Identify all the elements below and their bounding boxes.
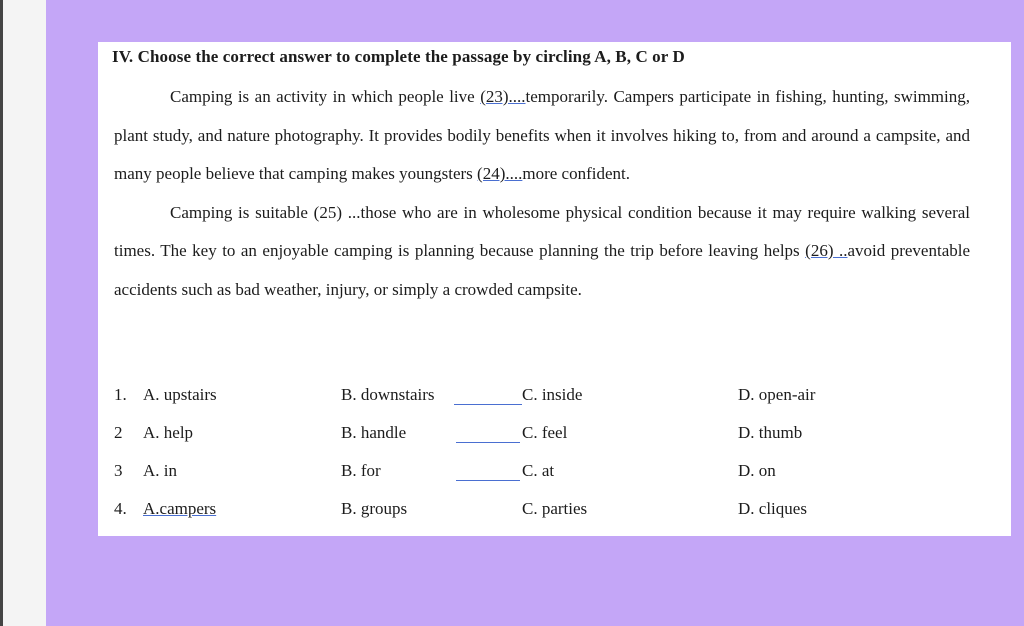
blank-24: (24).... (477, 164, 523, 183)
option-d[interactable]: D. cliques (738, 499, 807, 518)
option-b[interactable]: B. groups (341, 499, 408, 518)
option-a[interactable]: A. upstairs (143, 385, 217, 404)
question-row-4 (114, 499, 994, 537)
question-number: 4. (114, 499, 127, 518)
option-d[interactable]: D. thumb (738, 423, 803, 442)
p1-text-end: more confident. (522, 164, 631, 183)
exercise-heading: IV. Choose the correct answer to complete the passage by circling A, B, C or D (112, 47, 685, 66)
question-row-1 (114, 385, 994, 423)
option-b[interactable]: B. downstairs (341, 385, 435, 404)
left-edge (0, 0, 3, 626)
p2-text-start: Camping is suitable (25) ...those who are in wholesome physical condition because it may require walking several times. The key to an enjoyable camping is planning because planning the trip before leaving helps (114, 202, 970, 260)
option-a[interactable]: A. in (143, 461, 177, 480)
option-b[interactable]: B. handle (341, 423, 407, 442)
handwritten-answer-line (454, 404, 522, 405)
option-b[interactable]: B. for (341, 461, 381, 480)
handwritten-answer-line (456, 442, 520, 443)
worksheet-paper (98, 42, 1011, 536)
passage-paragraph-2 (114, 194, 970, 310)
question-row-3 (114, 461, 994, 499)
blank-26: (26) .. (805, 241, 848, 260)
option-d[interactable]: D. on (738, 461, 776, 480)
question-number: 3 (114, 461, 123, 480)
blank-23: (23).... (480, 87, 526, 106)
handwritten-answer-line (456, 480, 520, 481)
option-c[interactable]: C. feel (522, 423, 568, 442)
option-a[interactable]: A. help (143, 423, 194, 442)
passage (114, 78, 970, 309)
option-a[interactable]: A.campers (143, 499, 217, 518)
option-d[interactable]: D. open-air (738, 385, 816, 404)
option-c[interactable]: C. at (522, 461, 555, 480)
p1-text-start: Camping is an activity in which people live (170, 87, 481, 106)
question-number: 2 (114, 423, 123, 442)
p1-text-middle: temporarily. Campers participate in fishing, hunting, swimming, plant study, and nature photography. It provides bodily benefits when it involves hiking to, from and around a campsite, and many people believe that camping makes youngsters (114, 87, 970, 183)
passage-paragraph-1 (114, 78, 970, 194)
option-c[interactable]: C. inside (522, 385, 583, 404)
p2-text-end: avoid preventable accidents such as bad weather, injury, or simply a crowded campsite. (114, 241, 971, 299)
question-row-2 (114, 423, 994, 461)
left-margin-strip (0, 0, 46, 626)
option-c[interactable]: C. parties (522, 499, 588, 518)
question-number: 1. (114, 385, 127, 404)
answer-options (114, 385, 994, 537)
